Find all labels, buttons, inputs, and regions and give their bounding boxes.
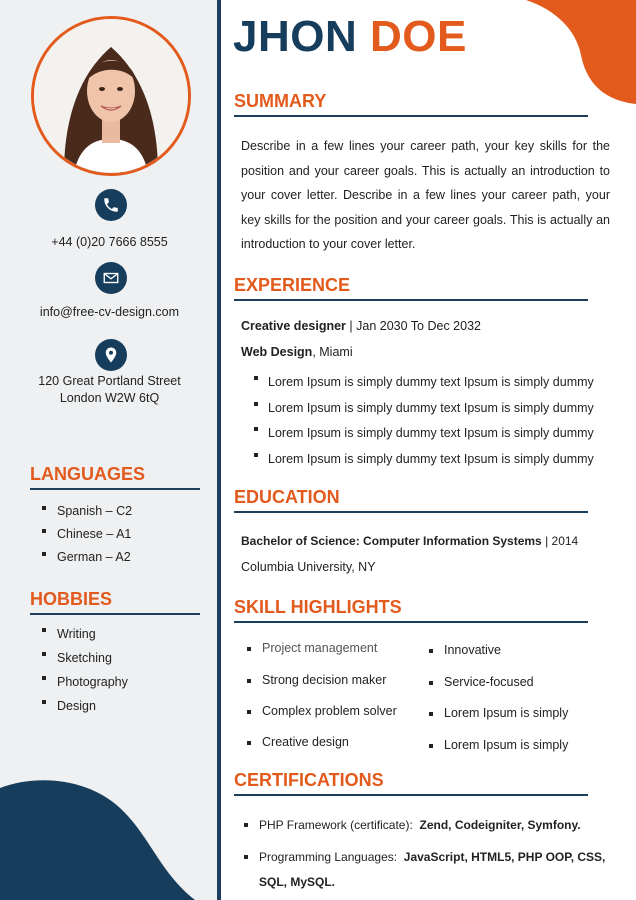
vertical-divider xyxy=(217,0,221,900)
last-name: DOE xyxy=(369,12,467,61)
address-line-1: 120 Great Portland Street xyxy=(38,374,181,388)
job-dates: | Jan 2030 To Dec 2032 xyxy=(345,319,481,333)
certification-label: Programming Languages: xyxy=(259,850,398,864)
summary-text: Describe in a few lines your career path, your key skills for the position and your career goals. This is actually an introduction to your cover letter. Describe in a few lines your career path, your key skills for the position and your career goals. This is actually an introduction to your cover letter. xyxy=(241,139,610,251)
skill-item: Complex problem solver xyxy=(247,704,397,718)
skill-item: Service-focused xyxy=(429,675,534,689)
envelope-icon xyxy=(95,262,127,294)
top-right-wave-decoration xyxy=(526,0,636,104)
graduation-year: | 2014 xyxy=(541,534,579,548)
bottom-left-wave-decoration xyxy=(0,778,219,900)
email-address: info@free-cv-design.com xyxy=(39,305,180,319)
language-item: Chinese – A1 xyxy=(42,523,132,546)
certification-value: JavaScript, HTML5, PHP OOP, CSS, SQL, MySQL. xyxy=(259,850,606,889)
address-line-2: London W2W 6tQ xyxy=(59,391,160,405)
certifications-heading: CERTIFICATIONS xyxy=(234,769,588,796)
experience-bullet: Lorem Ipsum is simply dummy text Ipsum is simply dummy xyxy=(254,370,594,396)
languages-heading: LANGUAGES xyxy=(30,464,200,490)
experience-bullets xyxy=(254,370,594,472)
experience-bullet: Lorem Ipsum is simply dummy text Ipsum is simply dummy xyxy=(254,421,594,447)
job-title-line xyxy=(241,319,481,333)
certification-label: PHP Framework (certificate): xyxy=(259,818,413,832)
certification-item xyxy=(244,813,629,838)
experience-heading: EXPERIENCE xyxy=(234,274,588,301)
degree: Bachelor of Science: Computer Information Systems xyxy=(241,534,542,548)
language-item: German – A2 xyxy=(42,546,132,569)
job-role: Creative designer xyxy=(241,319,346,333)
hobby-item: Sketching xyxy=(42,646,128,670)
address xyxy=(0,373,219,407)
experience-bullet: Lorem Ipsum is simply dummy text Ipsum is simply dummy xyxy=(254,396,594,422)
hobbies-heading: HOBBIES xyxy=(30,589,200,615)
experience-bullet: Lorem Ipsum is simply dummy text Ipsum is simply dummy xyxy=(254,447,594,473)
company-location: , Miami xyxy=(312,345,353,359)
language-item: Spanish – C2 xyxy=(42,500,132,523)
phone-number: +44 (0)20 7666 8555 xyxy=(51,235,168,249)
employer-line xyxy=(241,345,353,359)
skill-item: Creative design xyxy=(247,735,349,749)
hobby-item: Design xyxy=(42,694,128,718)
education-heading: EDUCATION xyxy=(234,486,588,513)
candidate-name xyxy=(233,11,467,63)
certification-item xyxy=(244,845,614,895)
skill-item: Project management xyxy=(247,641,377,655)
skill-item: Strong decision maker xyxy=(247,673,386,687)
school-name: Columbia University, NY xyxy=(241,560,376,574)
summary-heading: SUMMARY xyxy=(234,90,588,117)
phone-icon xyxy=(95,189,127,221)
certification-value: Zend, Codeigniter, Symfony. xyxy=(419,818,581,832)
hobby-item: Writing xyxy=(42,622,128,646)
company-name: Web Design xyxy=(241,345,313,359)
profile-photo xyxy=(31,16,191,176)
hobbies-list xyxy=(42,622,128,718)
avatar-illustration xyxy=(34,19,188,173)
first-name: JHON xyxy=(233,12,358,61)
skill-item: Lorem Ipsum is simply xyxy=(429,706,568,720)
skill-item: Lorem Ipsum is simply xyxy=(429,738,568,752)
location-pin-icon xyxy=(95,339,127,371)
hobby-item: Photography xyxy=(42,670,128,694)
skills-heading: SKILL HIGHLIGHTS xyxy=(234,596,588,623)
skill-item: Innovative xyxy=(429,643,501,657)
degree-line xyxy=(241,534,578,548)
languages-list xyxy=(42,500,132,569)
